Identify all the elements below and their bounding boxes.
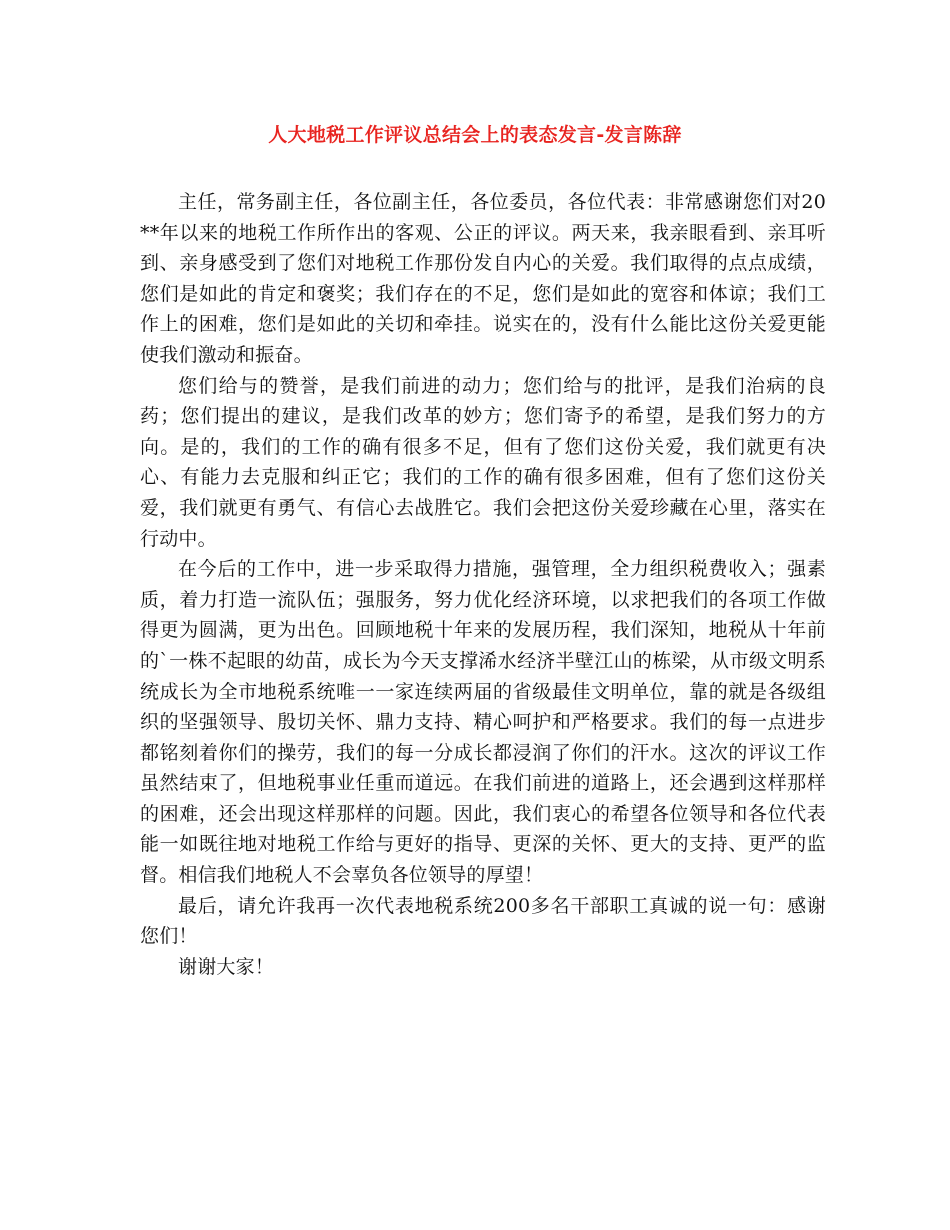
paragraph-5: 谢谢大家！ — [178, 955, 275, 978]
document-title: 人大地税工作评议总结会上的表态发言-发言陈辞 — [268, 124, 682, 146]
paragraph-1: 主任，常务副主任，各位副主任，各位委员，各位代表：非常感谢您们对20**年以来的地税工作所作出的客观、公正的评议。两天来，我亲眼看到、亲耳听到、亲身感受到了您们对地税工作那份发自内心的关爱。我们取得的点点成绩，您们是如此的肯定和褒奖；我们存在的不足，您们是如此的宽容和体谅；我们工作上的困难，您们是如此的关切和牵挂。说实在的，没有什么能比这份关爱更能使我们激动和振奋。 — [140, 191, 826, 366]
paragraph-4: 最后，请允许我再一次代表地税系统200多名干部职工真诚的说一句：感谢您们！ — [140, 894, 826, 948]
paragraph-2: 您们给与的赞誉，是我们前进的动力；您们给与的批评，是我们治病的良药；您们提出的建议，是我们改革的妙方；您们寄予的希望，是我们努力的方向。是的，我们的工作的确有很多不足，但有了您们这份关爱，我们就更有决心、有能力去克服和纠正它；我们的工作的确有很多困难，但有了您们这份关爱，我们就更有勇气、有信心去战胜它。我们会把这份关爱珍藏在心里，落实在行动中。 — [140, 374, 826, 550]
paragraph-3: 在今后的工作中，进一步采取得力措施，强管理，全力组织税费收入；强素质，着力打造一流队伍；强服务，努力优化经济环境，以求把我们的各项工作做得更为圆满，更为出色。回顾地税十年来的发展历程，我们深知，地税从十年前的`一株不起眼的幼苗，成长为今天支撑浠水经济半壁江山的栋梁，从市级文明系统成长为全市地税系统唯一一家连续两届的省级最佳文明单位，靠的就是各级组织的坚强领导、殷切关怀、鼎力支持、精心呵护和严格要求。我们的每一点进步都铭刻着你们的操劳，我们的每一分成长都浸润了你们的汗水。这次的评议工作虽然结束了，但地税事业任重而道远。在我们前进的道路上，还会遇到这样那样的困难，还会出现这样那样的问题。因此，我们衷心的希望各位领导和各位代表能一如既往地对地税工作给与更好的指导、更深的关怀、更大的支持、更严的监督。相信我们地税人不会辜负各位领导的厚望！ — [140, 558, 826, 887]
document-body — [140, 187, 826, 982]
